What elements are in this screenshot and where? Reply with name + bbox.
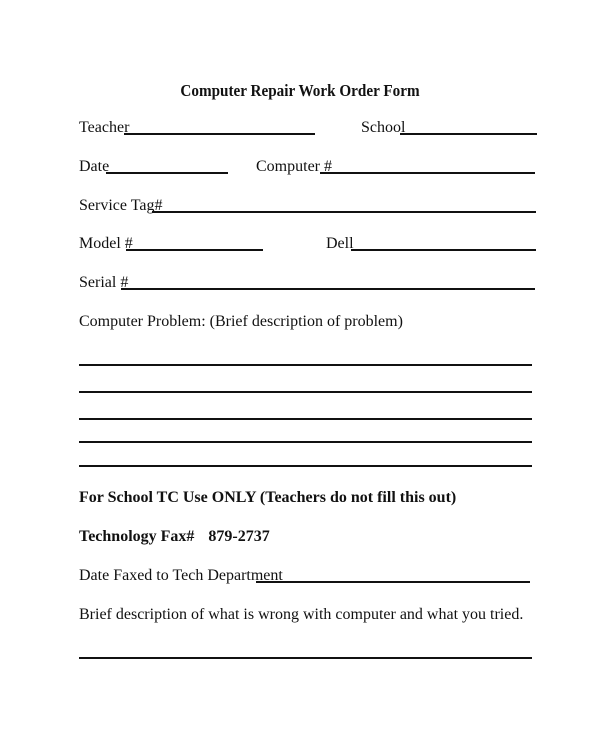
date-faxed-label: Date Faxed to Tech Department (79, 567, 283, 584)
fax-label-text: Technology Fax# (79, 528, 195, 545)
serial-number-field[interactable] (121, 288, 535, 290)
model-number-label: Model # (79, 235, 133, 252)
problem-line-2[interactable] (79, 391, 532, 393)
dell-field[interactable] (351, 249, 536, 251)
teacher-field[interactable] (124, 133, 315, 135)
date-field[interactable] (106, 172, 228, 174)
form-title: Computer Repair Work Order Form (180, 81, 420, 100)
date-label: Date (79, 158, 110, 175)
brief-description-label: Brief description of what is wrong with computer and what you tried. (79, 606, 524, 623)
computer-problem-label: Computer Problem: (Brief description of problem) (79, 313, 403, 330)
school-label: School (361, 119, 406, 136)
fax-number: 879-2737 (208, 528, 270, 545)
problem-line-4[interactable] (79, 441, 532, 443)
problem-line-1[interactable] (79, 364, 532, 366)
date-faxed-field[interactable] (256, 581, 530, 583)
computer-number-field[interactable] (320, 172, 535, 174)
service-tag-field[interactable] (152, 211, 536, 213)
serial-number-label: Serial # (79, 274, 129, 291)
computer-number-label: Computer # (256, 158, 332, 175)
brief-description-line[interactable] (79, 657, 532, 659)
tc-section-heading: For School TC Use ONLY (Teachers do not fill this out) (79, 489, 457, 506)
model-number-field[interactable] (126, 249, 263, 251)
school-field[interactable] (400, 133, 537, 135)
fax-label (79, 528, 270, 546)
problem-line-5[interactable] (79, 465, 532, 467)
service-tag-label: Service Tag# (79, 197, 163, 214)
problem-line-3[interactable] (79, 418, 532, 420)
dell-label: Dell (326, 235, 354, 252)
teacher-label: Teacher (79, 119, 130, 136)
